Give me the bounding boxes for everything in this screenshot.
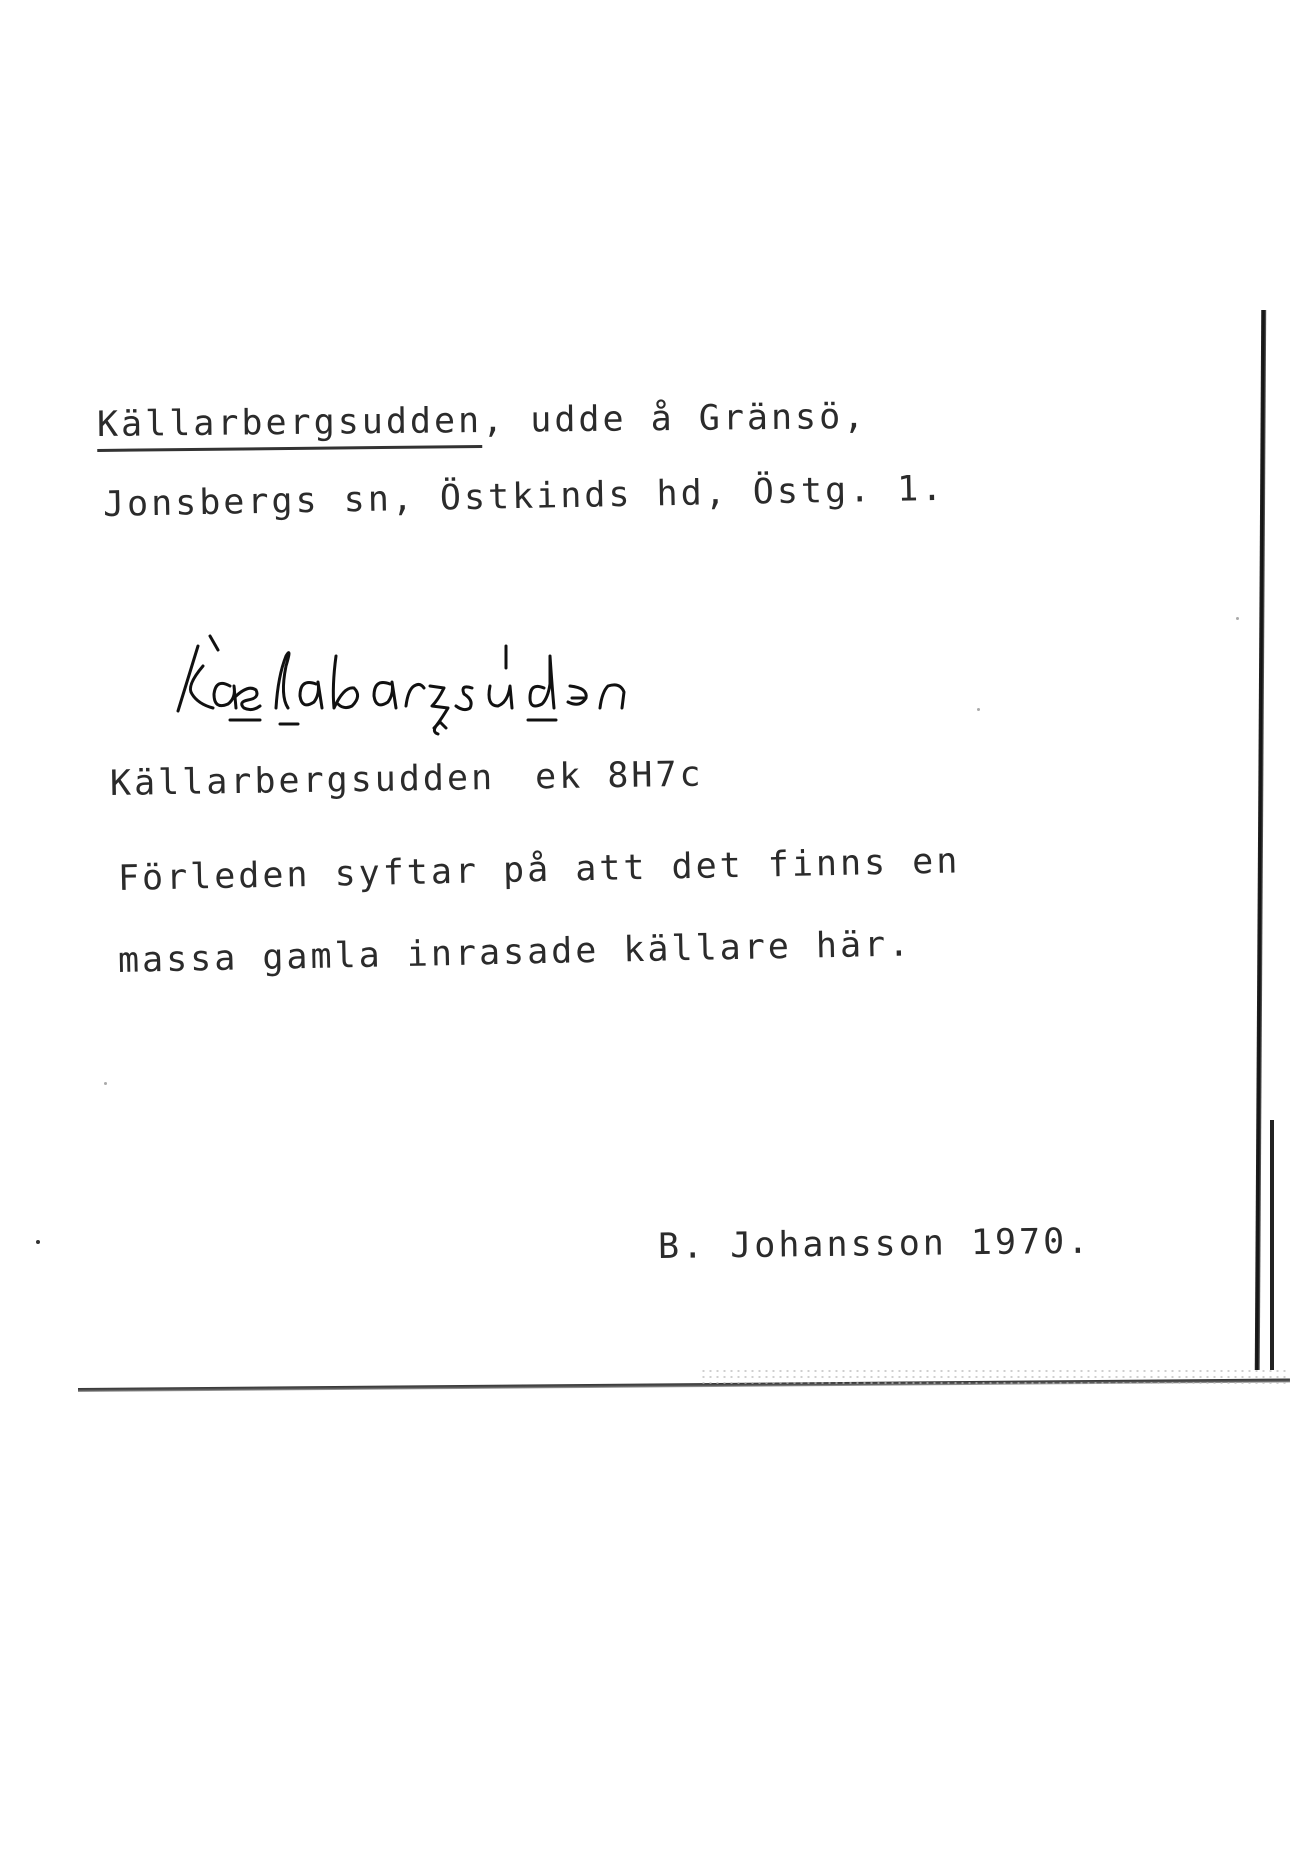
- handwriting-svg: [168, 616, 728, 746]
- card-edge-right-lower: [1270, 1120, 1274, 1370]
- signature: B. Johansson 1970.: [657, 1221, 1092, 1267]
- map-reference: ek 8H7c: [534, 754, 704, 798]
- entry-line-6: massa gamla inrasade källare här.: [117, 924, 913, 981]
- headword: Källarbergsudden: [97, 401, 483, 452]
- scan-noise: [700, 1368, 1290, 1386]
- scan-speck: [1236, 617, 1239, 620]
- variant-name: Källarbergsudden: [109, 757, 496, 804]
- entry-line-5: Förleden syftar på att det finns en: [117, 841, 961, 899]
- scan-speck: [104, 1082, 107, 1085]
- scan-speck: [36, 1240, 40, 1244]
- entry-line-2: Jonsbergs sn, Östkinds hd, Östg. 1.: [102, 468, 946, 525]
- scan-speck: [977, 708, 980, 711]
- entry-line-4: [109, 754, 704, 804]
- entry-line-1: [96, 396, 868, 445]
- handwritten-phonetic-transcription: [168, 616, 728, 746]
- entry-description: , udde å Gränsö,: [481, 396, 868, 441]
- card-edge-right: [1255, 310, 1266, 1370]
